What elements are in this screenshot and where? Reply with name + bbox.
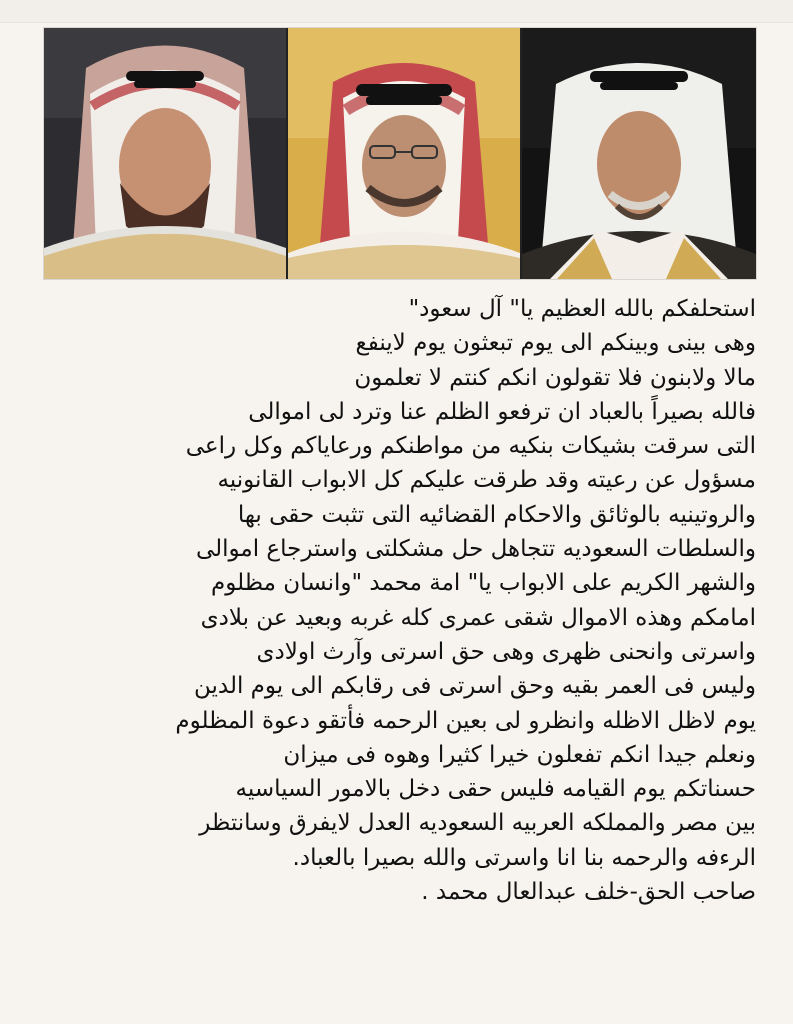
message-line-1: استحلفكم بالله العظيم يا" آل سعود" [408, 296, 756, 322]
portrait-right-image [522, 28, 756, 279]
message-line-6: مسؤول عن رعيته وقد طرقت عليكم كل الابواب القانونيه [217, 467, 756, 494]
message-line-16: بين مصر والمملكه العربيه السعوديه العدل لايفرق وسانتظر [199, 810, 756, 837]
message-line-10: امامكم وهذه الاموال شقى عمرى كله غربه وبعيد عن بلادى [200, 604, 756, 631]
portrait-left-image [44, 28, 286, 279]
message-line-4: فالله بصيراً بالعباد ان ترفعو الظلم عنا وترد لى اموالى [248, 398, 756, 425]
message-line-17: الرءفه والرحمه بنا انا واسرتى والله بصيرا بالعباد. [292, 844, 756, 871]
portrait-left [44, 28, 286, 279]
message-line-7: والروتينيه بالوثائق والاحكام القضائيه التى تثبت حقى بها [237, 501, 756, 528]
message-line-14: ونعلم جيدا انكم تفعلون خيرا كثيرا وهوه فى ميزان [283, 741, 756, 768]
portrait-center-image [288, 28, 520, 279]
message-line-5: التى سرقت بشيكات بنكيه من مواطنكم ورعاياكم وكل راعى [185, 433, 756, 460]
message-line-18: صاحب الحق-خلف عبدالعال محمد . [421, 879, 756, 906]
message-line-13: يوم لاظل الاظله وانظرو لى بعين الرحمه فأتقو دعوة المظلوم [175, 707, 756, 734]
message-line-2: وهى بينى وبينكم الى يوم تبعثون يوم لاينفع [355, 330, 756, 357]
arabic-message [44, 292, 756, 1012]
message-line-3: مالا ولابنون فلا تقولون انكم كنتم لا تعلمون [354, 364, 756, 391]
top-strip [0, 0, 793, 23]
portrait-right [522, 28, 756, 279]
message-line-8: والسلطات السعوديه تتجاهل حل مشكلتى واسترجاع اموالى [195, 536, 756, 563]
message-line-11: واسرتى وانحنى ظهرى وهى حق اسرتى وآرث اولادى [256, 638, 756, 665]
message-line-15: حسناتكم يوم القيامه فليس حقى دخل بالامور السياسيه [235, 776, 756, 803]
portrait-center [288, 28, 520, 279]
photo-row [44, 28, 756, 279]
message-line-12: وليس فى العمر بقيه وحق اسرتى فى رقابكم الى يوم الدين [193, 673, 756, 700]
message-line-9: والشهر الكريم على الابواب يا" امة محمد "وانسان مظلوم [210, 570, 756, 597]
